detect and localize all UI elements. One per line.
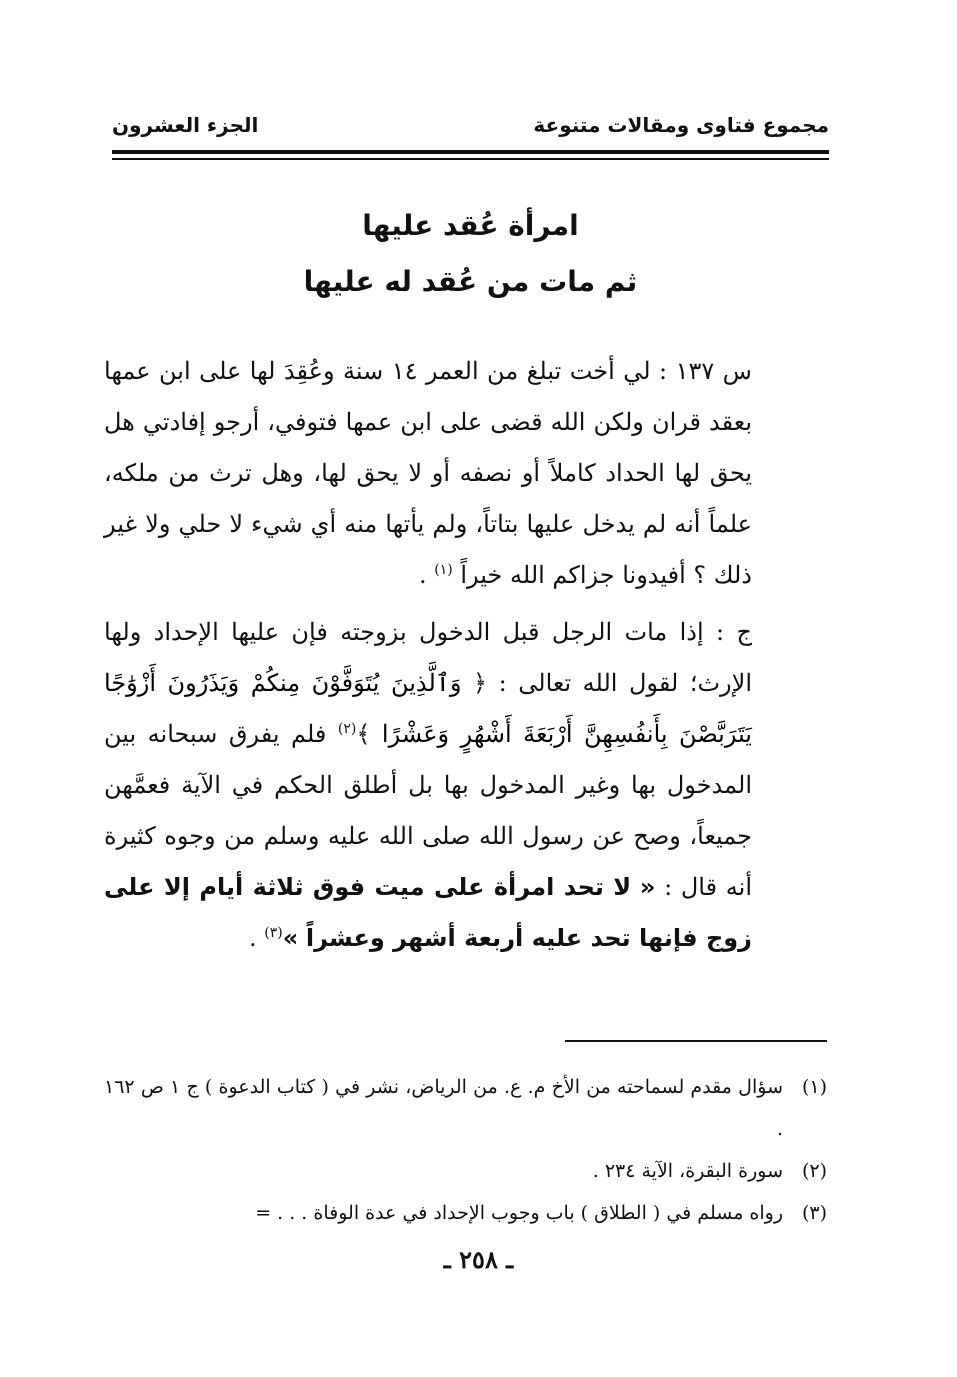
question-end: .: [419, 561, 427, 589]
question-text: لي أخت تبلغ من العمر ١٤ سنة وعُقِدَ لها على ابن عمها بعقد قران ولكن الله قضى على ابن عمها فتوفي، أرجو إفادتي هل يحق لها الحداد كاملاً أو نصفه أو لا يحق لها، وهل ترث من ملكه، علماً أنه لم يدخل عليها بتاتاً، ولم يأتها منه أي شيء لا حلي ولا غير ذلك ؟ أفيدونا جزاكم الله خيراً: [104, 357, 752, 589]
answer-end: .: [248, 924, 257, 952]
volume-label: الجزء العشرون: [112, 113, 259, 137]
footnote-number: (١): [801, 1076, 827, 1098]
footnote-text: رواه مسلم في ( الطلاق ) باب وجوب الإحداد في عدة الوفاة . . . =: [255, 1202, 783, 1224]
quran-open-bracket: ﴿: [473, 669, 488, 697]
footnote-ref-1: (١): [434, 562, 453, 578]
footnote-ref-3: (٣): [264, 925, 283, 941]
section-title: [112, 198, 829, 310]
footnote-ref-2: (٢): [337, 721, 357, 737]
header-rule-thin: [112, 158, 829, 160]
footnote-separator: [565, 1040, 827, 1042]
quran-close-bracket: ﴾: [356, 720, 371, 748]
hadith-close-quote: »: [282, 924, 299, 952]
footnote-text: سورة البقرة، الآية ٢٣٤ .: [592, 1160, 783, 1182]
answer-paragraph: [104, 607, 752, 964]
footnote-3: [104, 1192, 827, 1234]
answer-text-continued: فلم يفرق سبحانه بين المدخول بها وغير المدخول بها بل أطلق الحكم في الآية فعمَّهن جميعاً، وصح عن رسول الله صلى الله عليه وسلم من وجوه كثيرة أنه قال :: [104, 720, 752, 901]
header-rule-thick: [112, 150, 829, 154]
hadith-text: لا تحد امرأة على ميت فوق ثلاثة أيام إلا على زوج فإنها تحد عليه أربعة أشهر وعشراً: [104, 873, 752, 952]
footnote-number: (٢): [801, 1160, 827, 1182]
running-header: [112, 108, 829, 142]
footnote-number: (٣): [801, 1202, 827, 1224]
quran-verse: وَٱلَّذِينَ يُتَوَفَّوْنَ مِنكُمْ وَيَذَرُونَ أَزْوَٰجًا يَتَرَبَّصْنَ بِأَنفُسِهِنَّ أَرْبَعَةَ أَشْهُرٍ وَعَشْرًا: [104, 669, 752, 748]
title-line-2: ثم مات من عُقد له عليها: [303, 265, 638, 298]
hadith-open-quote: «: [639, 873, 656, 901]
answer-text-intro: إذا مات الرجل قبل الدخول بزوجته فإن عليها الإحداد ولها الإرث؛ لقول الله تعالى :: [104, 618, 752, 697]
body-text: [104, 346, 752, 970]
answer-label: ج :: [716, 618, 752, 646]
footnote-text: سؤال مقدم لسماحته من الأخ م. ع. من الرياض، نشر في ( كتاب الدعوة ) ج ١ ص ١٦٢ .: [104, 1076, 783, 1140]
page-number: ـ ٢٥٨ ـ: [443, 1245, 514, 1274]
footnote-2: [104, 1150, 827, 1192]
book-title: مجموع فتاوى ومقالات متنوعة: [533, 113, 829, 137]
question-paragraph: [104, 346, 752, 601]
footnotes: [104, 1066, 827, 1234]
question-label: س ١٣٧ :: [659, 357, 752, 385]
footnote-1: [104, 1066, 827, 1150]
title-line-1: امرأة عُقد عليها: [362, 209, 579, 242]
